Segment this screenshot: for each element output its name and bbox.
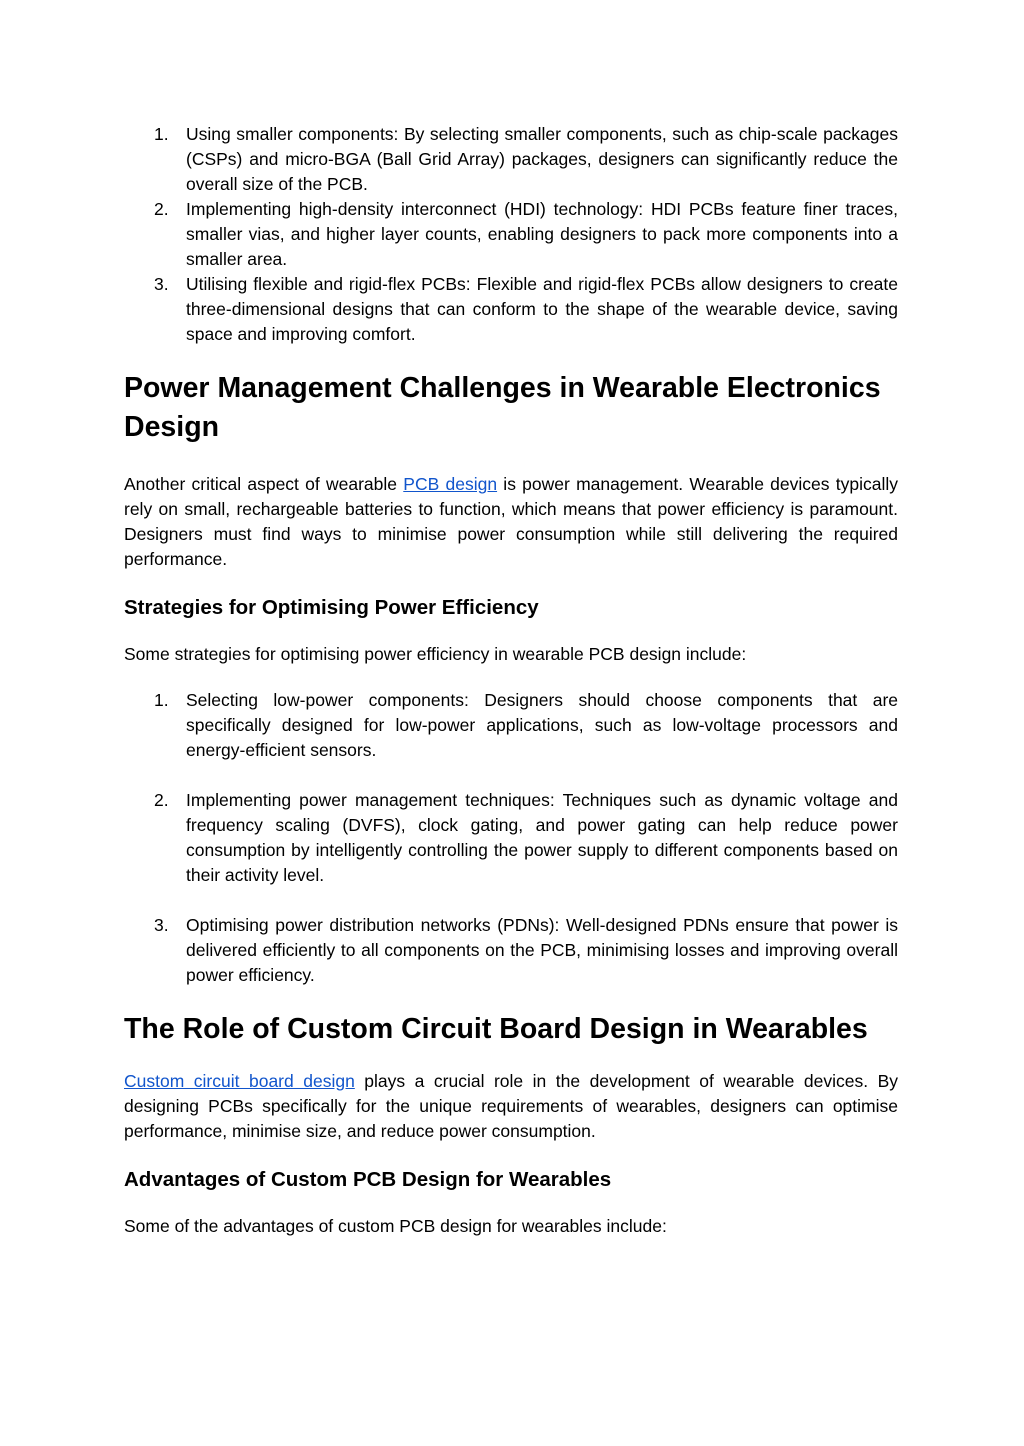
- size-reduction-list: [124, 122, 898, 347]
- list-item: [124, 197, 898, 272]
- custom-design-heading: The Role of Custom Circuit Board Design in Wearables: [124, 1013, 868, 1045]
- list-number: 3.: [154, 274, 169, 294]
- list-item: [124, 788, 898, 888]
- list-number: 2.: [154, 790, 169, 810]
- advantages-heading: Advantages of Custom PCB Design for Wearables: [124, 1168, 612, 1191]
- document-page: [124, 0, 898, 1239]
- list-item-text: Using smaller components: By selecting smaller components, such as chip-scale packages (CSPs) and micro-BGA (Ball Grid Array) packages, designers can significantly reduce the overall size of the PCB.: [186, 124, 898, 194]
- power-strategies-list: [124, 688, 898, 988]
- list-item-text: Implementing power management techniques: Techniques such as dynamic voltage and frequency scaling (DVFS), clock gating, and power gating can help reduce power consumption by intelligently controlling the power supply to different components based on their activity level.: [186, 790, 898, 885]
- list-item-text: Implementing high-density interconnect (HDI) technology: HDI PCBs feature finer traces, smaller vias, and higher layer counts, enabling designers to pack more components into a smaller area.: [186, 199, 898, 269]
- paragraph-text: plays a crucial role in the development of wearable devices. By designing PCBs specifically for the unique requirements of wearables, designers can optimise performance, minimise size, and reduce power consumption.: [124, 1071, 898, 1141]
- paragraph-text: Another critical aspect of wearable: [124, 474, 404, 494]
- list-item: [124, 688, 898, 763]
- advantages-intro: Some of the advantages of custom PCB design for wearables include:: [124, 1216, 667, 1236]
- list-item: [124, 272, 898, 347]
- list-item-text: Selecting low-power components: Designers should choose components that are specifically designed for low-power applications, such as low-voltage processors and energy-efficient sensors.: [186, 690, 898, 760]
- custom-circuit-board-design-link[interactable]: Custom circuit board design: [124, 1071, 355, 1091]
- list-item: [124, 122, 898, 197]
- strategies-heading: Strategies for Optimising Power Efficiency: [124, 596, 539, 619]
- list-number: 1.: [154, 690, 169, 710]
- list-item-text: Utilising flexible and rigid-flex PCBs: Flexible and rigid-flex PCBs allow designers to create three-dimensional designs that can conform to the shape of the wearable device, saving space and improving comfort.: [186, 274, 898, 344]
- power-management-heading: Power Management Challenges in Wearable Electronics Design: [124, 372, 881, 443]
- pcb-design-link[interactable]: PCB design: [403, 474, 498, 494]
- list-item-text: Optimising power distribution networks (PDNs): Well-designed PDNs ensure that power is delivered efficiently to all components on the PCB, minimising losses and improving overall power efficiency.: [186, 915, 898, 985]
- list-item: [124, 913, 898, 988]
- power-management-paragraph: [124, 472, 898, 572]
- custom-design-paragraph: [124, 1069, 898, 1144]
- list-number: 1.: [154, 124, 169, 144]
- list-number: 3.: [154, 915, 169, 935]
- paragraph-text: is power management. Wearable devices typically rely on small, rechargeable batteries to function, which means that power efficiency is paramount. Designers must find ways to minimise power consumption while still delivering the required performance.: [124, 474, 898, 569]
- strategies-intro: Some strategies for optimising power efficiency in wearable PCB design include:: [124, 644, 747, 664]
- list-number: 2.: [154, 199, 169, 219]
